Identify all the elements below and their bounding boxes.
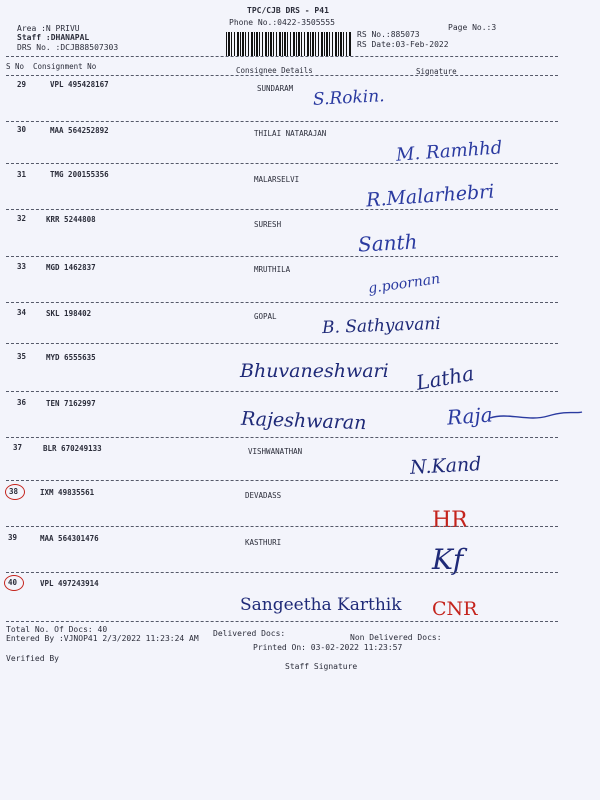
row-divider — [6, 437, 558, 438]
column-sno: S No — [6, 62, 25, 71]
row-consignee: DEVADASS — [245, 491, 282, 500]
row-signature: Santh — [357, 229, 419, 257]
rs-number: RS No.:885073 — [357, 30, 420, 39]
staff-label: Staff :DHANAPAL — [17, 33, 90, 42]
row-signature: M. Ramhhd — [395, 137, 503, 166]
delivered-docs: Delivered Docs: — [213, 629, 286, 638]
row-signature: B. Sathyavani — [321, 313, 442, 339]
row-consignee: KASTHURI — [245, 538, 282, 547]
row-sno: 33 — [17, 262, 27, 271]
row-divider — [6, 209, 558, 210]
page-number: Page No.:3 — [448, 23, 497, 32]
row-sno: 36 — [17, 398, 27, 407]
entered-by: Entered By :VJNOP41 2/3/2022 11:23:24 AM — [6, 634, 199, 643]
row-consignment: KRR 5244808 — [46, 215, 96, 224]
row-signature: S.Rokin. — [312, 86, 386, 110]
drs-number: DRS No. :DCJB88507303 — [17, 43, 119, 52]
row-signature: Sangeetha Karthik — [240, 595, 402, 615]
row-sno: 30 — [17, 125, 27, 134]
row-sno: 31 — [17, 170, 27, 179]
row-consignee: GOPAL — [254, 312, 277, 321]
signature-flourish — [488, 406, 584, 426]
row-consignee: SURESH — [254, 220, 282, 229]
row-sno: 39 — [8, 533, 18, 542]
row-consignment: SKL 198402 — [46, 309, 92, 318]
row-sno: 38 — [9, 487, 19, 496]
row-signature: N.Kand — [409, 453, 482, 479]
row-signature-secondary: Raja — [446, 402, 494, 430]
row-signature: HR — [432, 508, 468, 533]
staff-signature: Staff Signature — [285, 662, 358, 671]
row-consignment: TEN 7162997 — [46, 399, 96, 408]
row-consignment: TMG 200155356 — [50, 170, 109, 179]
report-title: TPC/CJB DRS - P41 — [247, 6, 329, 15]
row-divider — [6, 121, 558, 122]
verified-by: Verified By — [6, 654, 59, 663]
row-divider — [6, 163, 558, 164]
row-sno: 34 — [17, 308, 27, 317]
row-divider — [6, 302, 558, 303]
row-consignment: IXM 49835561 — [40, 488, 95, 497]
column-signature: Signature — [416, 67, 457, 76]
row-consignee: THILAI NATARAJAN — [254, 129, 327, 138]
phone-number: Phone No.:0422-3505555 — [229, 18, 335, 27]
row-consignee: MALARSELVI — [254, 175, 300, 184]
row-divider — [6, 256, 558, 257]
row-signature: R.Malarhebri — [365, 180, 496, 212]
area-label: Area :N PRIVU — [17, 24, 80, 33]
header-rule-bottom — [6, 75, 558, 76]
row-divider — [6, 526, 558, 527]
printed-on: Printed On: 03-02-2022 11:23:57 — [253, 643, 403, 652]
row-divider — [6, 621, 558, 622]
row-consignment: MYD 6555635 — [46, 353, 96, 362]
row-divider — [6, 480, 558, 481]
row-consignment: MAA 564301476 — [40, 534, 99, 543]
row-signature: Kf — [432, 543, 464, 576]
row-signature-secondary: Latha — [414, 361, 476, 395]
row-sno: 40 — [8, 578, 18, 587]
row-divider — [6, 572, 558, 573]
column-consignee: Consignee Details — [236, 66, 313, 75]
row-divider — [6, 391, 558, 392]
total-docs: Total No. Of Docs: 40 — [6, 625, 108, 634]
barcode — [226, 32, 352, 56]
row-signature: g.poornan — [367, 271, 442, 297]
non-delivered-docs: Non Delivered Docs: — [350, 633, 442, 642]
row-consignee: VISHWANATHAN — [248, 447, 303, 456]
row-sno: 32 — [17, 214, 27, 223]
row-signature-secondary: CNR — [432, 598, 478, 620]
row-consignment: VPL 497243914 — [40, 579, 99, 588]
row-consignment: VPL 495428167 — [50, 80, 109, 89]
rs-date: RS Date:03-Feb-2022 — [357, 40, 449, 49]
row-sno: 29 — [17, 80, 27, 89]
column-consignment: Consignment No — [33, 62, 97, 71]
row-consignment: BLR 670249133 — [43, 444, 102, 453]
header-rule-top — [6, 56, 558, 57]
row-consignment: MGD 1462837 — [46, 263, 96, 272]
row-signature: Rajeshwaran — [240, 407, 367, 435]
row-consignment: MAA 564252892 — [50, 126, 109, 135]
row-signature: Bhuvaneshwari — [240, 360, 389, 382]
row-divider — [6, 343, 558, 344]
row-consignee: MRUTHILA — [254, 265, 291, 274]
row-sno: 35 — [17, 352, 27, 361]
row-sno: 37 — [13, 443, 23, 452]
row-consignee: SUNDARAM — [257, 84, 294, 93]
